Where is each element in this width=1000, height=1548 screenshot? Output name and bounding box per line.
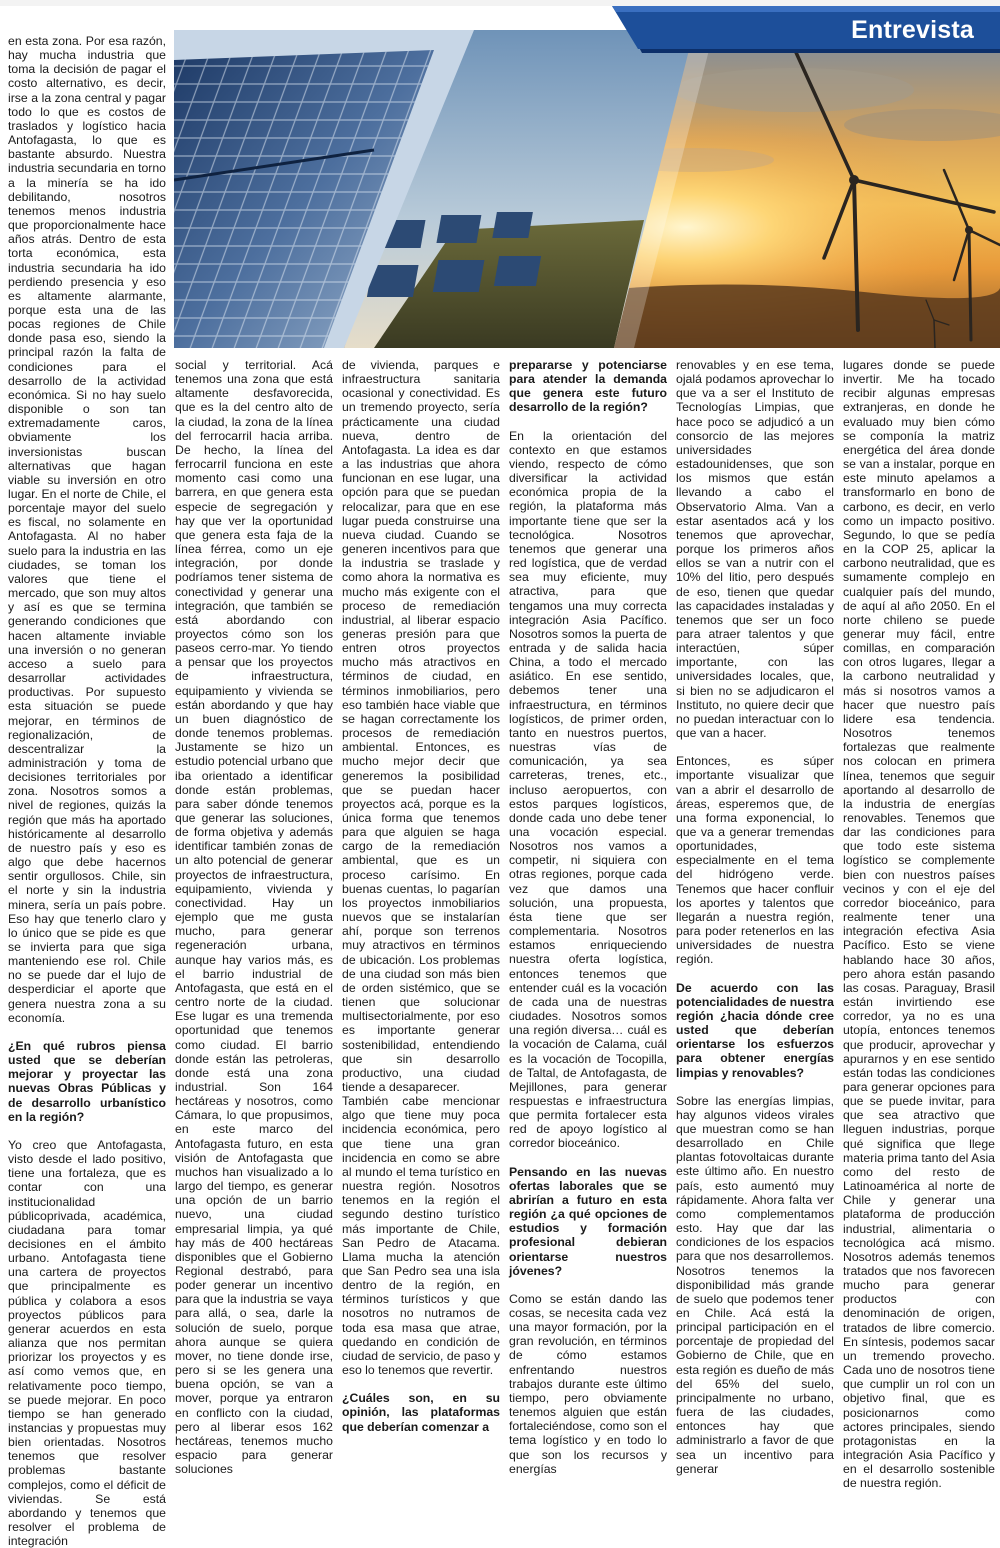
paragraph: lugares donde se puede invertir. Me ha tocado recibir algunas empresas extranjeras, en donde he evaluado muy bien cómo se componía la matriz energética del área donde se van a instalar, porque en este minuto apelamos a transformarlo en bono de carbono, es decir, en verlo como un impacto positivo. Segundo, lo que se pedía en la COP 25, aplicar la carbono neutralidad, que es sumamente complejo en cualquier país del mundo, de aquí al año 2050. En el norte chileno se puede generar muy fácil, entre comillas, en comparación con otros lugares, llegar a la carbono neutralidad y más si nosotros vamos a hacer que nuestro país lidere esa tendencia. Nosotros tenemos fortalezas que realmente nos colocan en primera línea, tenemos que seguir aportando al desarrollo de la industria de energías renovables. Tenemos que dar las condiciones para que todo este sistema logístico se complemente bien con nuestros países vecinos y con el eje del corredor bioceánico, para realmente tener una integración efectiva Asia Pacífico. Esto se viene hablando hace 30 años, pero ahora están pasando las cosas. Paraguay, Brasil están invirtiendo ese corredor, ya no es una utopía, entonces tenemos que producir, aprovechar y apurarnos y en ese sentido están todas las condiciones para generar opciones para que se puede invitar, para que sea atractivo que lleguen industrias, porque qué significa que llege materia prima tanto del Asia como del resto de Latinoamérica al norte de Chile y generar una plataforma de producción industrial, alimentaria o tecnológica acá mismo. Nosotros además tenemos tratados que nos favorecen mucho para generar productos con denominación de origen, tratados de libre comercio. En síntesis, podemos sacar un tremendo provecho. Cada uno de nosotros tiene que cumplir un rol con un objetivo final, que es posicionarnos como actores principales, siendo protagonistas en la integración Asia Pacífico y en el desarrollo sostenible de nuestra región. [843, 358, 995, 1491]
question-heading: ¿Cuáles son, en su opinión, las plataformas que deberían comenzar a [342, 1391, 500, 1434]
question-heading: ¿En qué rubros piensa usted que se deberían mejorar y proyectar las nuevas Obras Públicas y de desarrollo urbanístico en la región? [8, 1038, 166, 1124]
paragraph: Sobre las energías limpias, hay algunos videos virales que muestran como se han desarrollado en Chile plantas fotovoltaicas durante este último año. En nuestro país, esto aumentó muy rápidamente. Ahora falta ver como complementamos esto. Hay que dar las condiciones de los espacios para que nos desarrollemos. Nosotros tenemos la disponibilidad más grande de suelo que podemos tener en Chile. Acá está la principal participación en el porcentaje de propiedad del Gobierno de Chile, que en esta región es dueño de más del 65% del suelo, principalmente no urbano, fuera de las ciudades, entonces hay que administrarlo a favor de que sea un incentivo para generar [676, 1093, 834, 1476]
section-tag [612, 6, 1000, 53]
paragraph: Entonces, es súper importante visualizar que van a abrir el desarrollo de áreas, esperemos que, de una forma exponencial, lo que va a generar tremendas oportunidades, especialmente en el tema del hidrógeno verde. Tenemos que hacer confluir los aportes y talentos que llegarán a nuestra región, para poder retenerlos en las universidades de nuestra región. [676, 754, 834, 967]
paragraph: renovables y en ese tema, ojalá podamos aprovechar lo que va a ser el Instituto de Tecnologías Limpias, que hace poco se adjudicó a un consorcio de las mejores universidades estadounidenses, que son los mismos que están llevando a cabo el Observatorio Alma. Van a estar asentados acá y los tenemos que aprovechar, porque los primeros años ellos se van a nutrir con el 10% del litio, pero después de eso, tienen que quedar las capacidades instaladas y tenemos que ser un foco para atraer talentos y que interactúen, súper importante, con las universidades locales, que, si bien no se adjudicaron el Instituto, no quiere decir que no puedan interactuar con lo que van a hacer. [676, 358, 834, 741]
section-label: Entrevista [851, 16, 974, 44]
article-column-4 [509, 358, 667, 1476]
paragraph: social y territorial. Acá tenemos una zona que está altamente desfavorecida, que es la del centro alto de la ciudad, la zona de la línea del ferrocarril hacia arriba. De hecho, la línea del ferrocarril funciona en este momento casi como una barrera, en que genera esta especie de segregación y hay que ver la oportunidad que genera esta faja de la línea férrea, como un eje integración, por donde podríamos tener sistema de conectividad y generar una integración, que también se está abordando con proyectos cómo son los paseos cerro-mar. Yo tiendo a pensar que los proyectos de infraestructura, equipamiento y vivienda se están abordando y que hay un buen diagnóstico de donde tenemos problemas. Justamente se hizo un estudio potencial urbano que iba orientado a identificar donde están problemas, para saber dónde tenemos que generar las soluciones, de forma objetiva y además identificar también zonas de un alto potencial de generar proyectos de infraestructura, equipamiento, vivienda y conectividad. Hay un ejemplo que me gusta mucho, para generar regeneración urbana, aunque hay varios más, es el barrio industrial de Antofagasta, que está en el centro norte de la ciudad. Ese lugar es una tremenda oportunidad que tenemos como ciudad. El barrio donde están las petroleras, donde está una zona industrial. Son 164 hectáreas y nosotros, como Cámara, lo que propusimos, en este marco del Antofagasta futuro, en esta visión de Antofagasta que muchos han visualizado a lo largo del tiempo, es generar una opción de un barrio nuevo, una ciudad empresarial limpia, ya qué hay más de 400 hectáreas disponibles que el Gobierno Regional destrabó, para poder generar un incentivo para que la industria se vaya para allá, o sea, darle la solución de suelo, porque ahora aunque se quiera mover, no tiene donde irse, pero si se les genera una buena opción, se van a mover, porque ya entraron en conflicto con la ciudad, pero al liberar esos 162 hectáreas, tenemos mucho espacio para generar soluciones [175, 358, 333, 1477]
article-column-6 [843, 358, 995, 1491]
question-heading: De acuerdo con las potencialidades de nuestra región ¿hacia dónde cree usted que deberían orientarse los esfuerzos para obtener energías limpias y renovables? [676, 980, 834, 1080]
hero-photo [174, 30, 1000, 348]
paragraph: También cabe mencionar algo que tiene muy poca incidencia económica, pero que tiene una gran incidencia en como se abre al mundo el tema turístico en nuestra región. Nosotros tenemos en la región el segundo destino turístico más importante de Chile, San Pedro de Atacama. Llama mucha la atención que San Pedro sea una isla dentro de la región, en términos turísticos y que nosotros no nutramos de toda esa masa que atrae, quedando en condición de ciudad de servicio, de paso y eso lo tenemos que revertir. [342, 1094, 500, 1378]
question-heading: Pensando en las nuevas ofertas laborales que se abrirían a futuro en esta región ¿a qué opciones de estudios y formación profesional debieran orientarse nuestros jóvenes? [509, 1164, 667, 1278]
article-column-2 [175, 358, 333, 1476]
article-column-3 [342, 358, 500, 1448]
paragraph: En la orientación del contexto en que estamos viendo, respecto de cómo diversificar la actividad económica propia de la región, la plataforma más importante tiene que ser la tecnológica. Nosotros tenemos que generar una red logística, que de verdad sea muy eficiente, muy atractiva, para que tengamos una muy correcta integración Asia Pacífico. Nosotros somos la puerta de entrada y de salida hacia China, a todo el mercado asiático. En ese sentido, debemos tener una infraestructura, en términos logísticos, de primer orden, tanto en nuestros puertos, nuestras vías de comunicación, ya sea carreteras, trenes, etc., incluso aeropuertos, con estos parques logísticos, donde cada uno debe tener una vocación especial. Nosotros nos vamos a competir, ni siquiera con otras regiones, porque cada vez que damos una solución, una propuesta, ésta tiene que ser complementaria. Nosotros estamos enriqueciendo nuestra oferta logística, entonces tenemos que entender cuál es la vocación de cada una de nuestras ciudades. Nosotros somos una región diversa… cuál es la vocación de Calama, cuál es la vocación de Tocopilla, de Taltal, de Antofagasta, de Mejillones, para generar respuestas e infraestructura que permita fortalecer esta red de apoyo logístico al corredor bioceánico. [509, 428, 667, 1151]
question-heading: prepararse y potenciarse para atender la demanda que genera este futuro desarrollo de la región? [509, 358, 667, 415]
article-column-5 [676, 358, 834, 1476]
paragraph: de vivienda, parques e infraestructura sanitaria ocasional y conectividad. Es un tremendo proyecto, sería prácticamente una ciudad nueva, dentro de Antofagasta. La idea es dar a las industrias que ahora funcionan en ese lugar, una opción para que se puedan relocalizar, para que en ese lugar pueda construirse una nueva ciudad. Cuando se generen incentivos para que la industria se traslade y como ahora la normativa es mucho más exigente con el proceso de remediación industrial, al liberar espacio generas presión para que entren otros proyectos mucho más atractivos en términos de ciudad, en términos inmobiliarios, pero eso también hace viable que se hagan correctamente los procesos de remediación ambiental. Entonces, es mucho mejor decir que generemos la posibilidad que se puedan hacer proyectos acá, porque es la única forma que tenemos para que alguien se haga cargo de la remediación ambiental, que es un proceso carísimo. En buenas cuentas, lo pagarían los proyectos inmobiliarios nuevos que se instalarían ahí, porque son terrenos muy atractivos en términos de ubicación. Los problemas de una ciudad son más bien de orden sistémico, que se tienen que solucionar multisectorialmente, por eso es importante generar sostenibilidad, entendiendo que sin desarrollo productivo, una ciudad tiende a desaparecer. [342, 358, 500, 1094]
paragraph: Como se están dando las cosas, se necesita cada vez una mayor formación, por la gran revolución, en términos de cómo estamos enfrentando nuestros trabajos durante este último tiempo, pero obviamente tenemos alguien que están fortaleciéndose, como son el tema logístico y en todo lo que son los recursos y energías [509, 1291, 667, 1476]
paragraph: en esta zona. Por esa razón, hay mucha industria que toma la decisión de pagar el costo alternativo, es decir, irse a la zona central y pagar todo lo que es costos de traslados y logístico hacia Antofagasta, lo que es bastante absurdo. Nuestra industria secundaria en torno a la minería se ha ido debilitando, nosotros tenemos menos industria que proporcionalmente hace años atrás. Dentro de esta torta económica, esta industria secundaria ha ido perdiendo presencia y eso es altamente alarmante, porque esta una de las pocas regiones de Chile donde pasa eso, siendo la principal razón la falta de condiciones para el desarrollo de la actividad económica. Si no hay suelo disponible o son tan extremadamente caros, obviamente los inversionistas buscan alternativas que hagan viable su inversión en otro lugar. En el norte de Chile, el porcentaje mayor del suelo es fiscal, no solamente en Antofagasta. Al no haber suelo para la industria en las ciudades, se toman los valores que tiene el mercado, que son muy altos y así es que se termina generando condiciones que hacen altamente inviable una inversión o no generan acceso a suelo para desarrollar actividades productivas. Por supuesto esta situación se puede mejorar, en términos de regionalización, de descentralizar la administración y toma de decisiones territoriales por zona. Nosotros somos a nivel de regiones, quizás la región que más ha aportado históricamente al desarrollo de nuestro país y eso es algo que debe hacernos sentir orgullosos. Chile, sin el norte y sin la industria minera, sería un país pobre. Eso hay que tenerlo claro y lo único que se pide es que se invierta para que siga manteniendo ese rol. Chile no se puede dar el lujo de desperdiciar el aporte que genera nuestra zona a su economía. [8, 34, 166, 1025]
paragraph: Yo creo que Antofagasta, visto desde el lado positivo, tiene una fortaleza, que es contar con una institucionalidad públicoprivada, académica, ciudadana para tomar decisiones en el ámbito urbano. Antofagasta tiene una cartera de proyectos que principalmente es pública y colabora a esos proyectos públicos para generar acuerdos en esta alianza que nos permitan priorizar los proyectos y es así como vemos que, en relativamente poco tiempo, se puede mejorar. En poco tiempo se han generado instancias y propuestas muy bien orientadas. Nosotros tenemos que resolver problemas bastante complejos, como el déficit de viviendas. Se está abordando y tenemos que resolver el problema de integración [8, 1137, 166, 1548]
article-column-1 [8, 34, 166, 1548]
